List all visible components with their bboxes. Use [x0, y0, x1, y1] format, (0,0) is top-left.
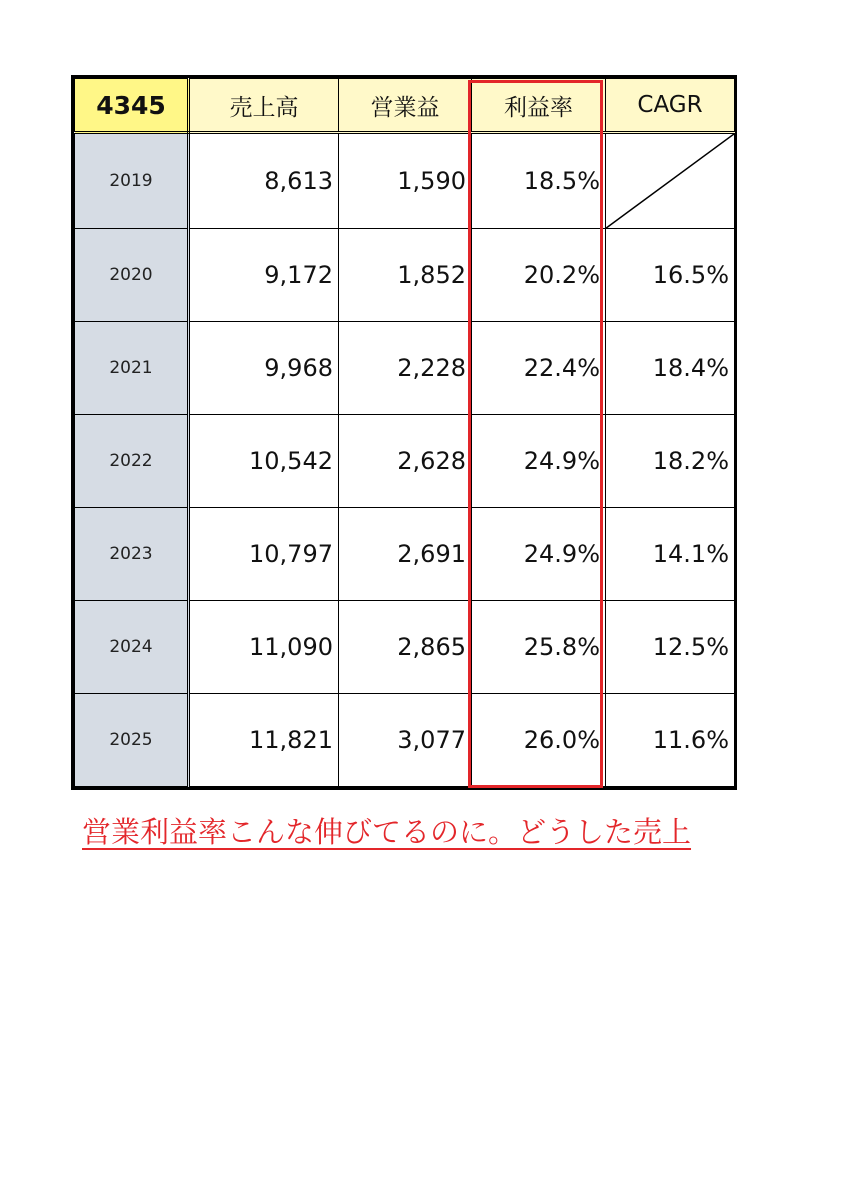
margin-cell: 25.8%	[472, 601, 606, 694]
table-row	[75, 415, 735, 508]
operating-profit-cell: 2,691	[339, 508, 472, 601]
table-row	[75, 133, 735, 229]
year-cell: 2023	[75, 508, 189, 601]
financial-table-frame	[71, 75, 737, 790]
sales-cell: 9,172	[189, 229, 339, 322]
sales-cell: 11,090	[189, 601, 339, 694]
margin-cell: 24.9%	[472, 508, 606, 601]
caption-comment: 営業利益率こんな伸びてるのに。どうした売上	[82, 815, 692, 849]
header-profit-margin: 利益率	[472, 79, 606, 133]
sales-cell: 11,821	[189, 694, 339, 787]
year-cell: 2025	[75, 694, 189, 787]
diagonal-slash	[606, 134, 734, 228]
operating-profit-cell: 2,628	[339, 415, 472, 508]
operating-profit-cell: 2,865	[339, 601, 472, 694]
table-row	[75, 322, 735, 415]
cagr-cell: 14.1%	[606, 508, 735, 601]
margin-cell: 20.2%	[472, 229, 606, 322]
year-cell: 2024	[75, 601, 189, 694]
cagr-cell: 18.2%	[606, 415, 735, 508]
margin-cell: 18.5%	[472, 133, 606, 229]
table-header-row	[75, 79, 735, 133]
year-cell: 2020	[75, 229, 189, 322]
sales-cell: 9,968	[189, 322, 339, 415]
table-row	[75, 601, 735, 694]
operating-profit-cell: 1,852	[339, 229, 472, 322]
margin-cell: 26.0%	[472, 694, 606, 787]
sales-cell: 10,542	[189, 415, 339, 508]
operating-profit-cell: 2,228	[339, 322, 472, 415]
year-cell: 2019	[75, 133, 189, 229]
financial-table	[74, 78, 735, 787]
cagr-empty-cell	[606, 133, 735, 229]
year-cell: 2022	[75, 415, 189, 508]
cagr-cell: 18.4%	[606, 322, 735, 415]
cagr-cell: 12.5%	[606, 601, 735, 694]
header-cagr: CAGR	[606, 79, 735, 133]
header-sales: 売上高	[189, 79, 339, 133]
table-row	[75, 694, 735, 787]
table-row	[75, 508, 735, 601]
cagr-cell: 11.6%	[606, 694, 735, 787]
stock-code-cell: 4345	[75, 79, 189, 133]
cagr-cell: 16.5%	[606, 229, 735, 322]
sales-cell: 8,613	[189, 133, 339, 229]
year-cell: 2021	[75, 322, 189, 415]
operating-profit-cell: 3,077	[339, 694, 472, 787]
sales-cell: 10,797	[189, 508, 339, 601]
table-row	[75, 229, 735, 322]
margin-cell: 22.4%	[472, 322, 606, 415]
header-operating-profit: 営業益	[339, 79, 472, 133]
margin-cell: 24.9%	[472, 415, 606, 508]
operating-profit-cell: 1,590	[339, 133, 472, 229]
